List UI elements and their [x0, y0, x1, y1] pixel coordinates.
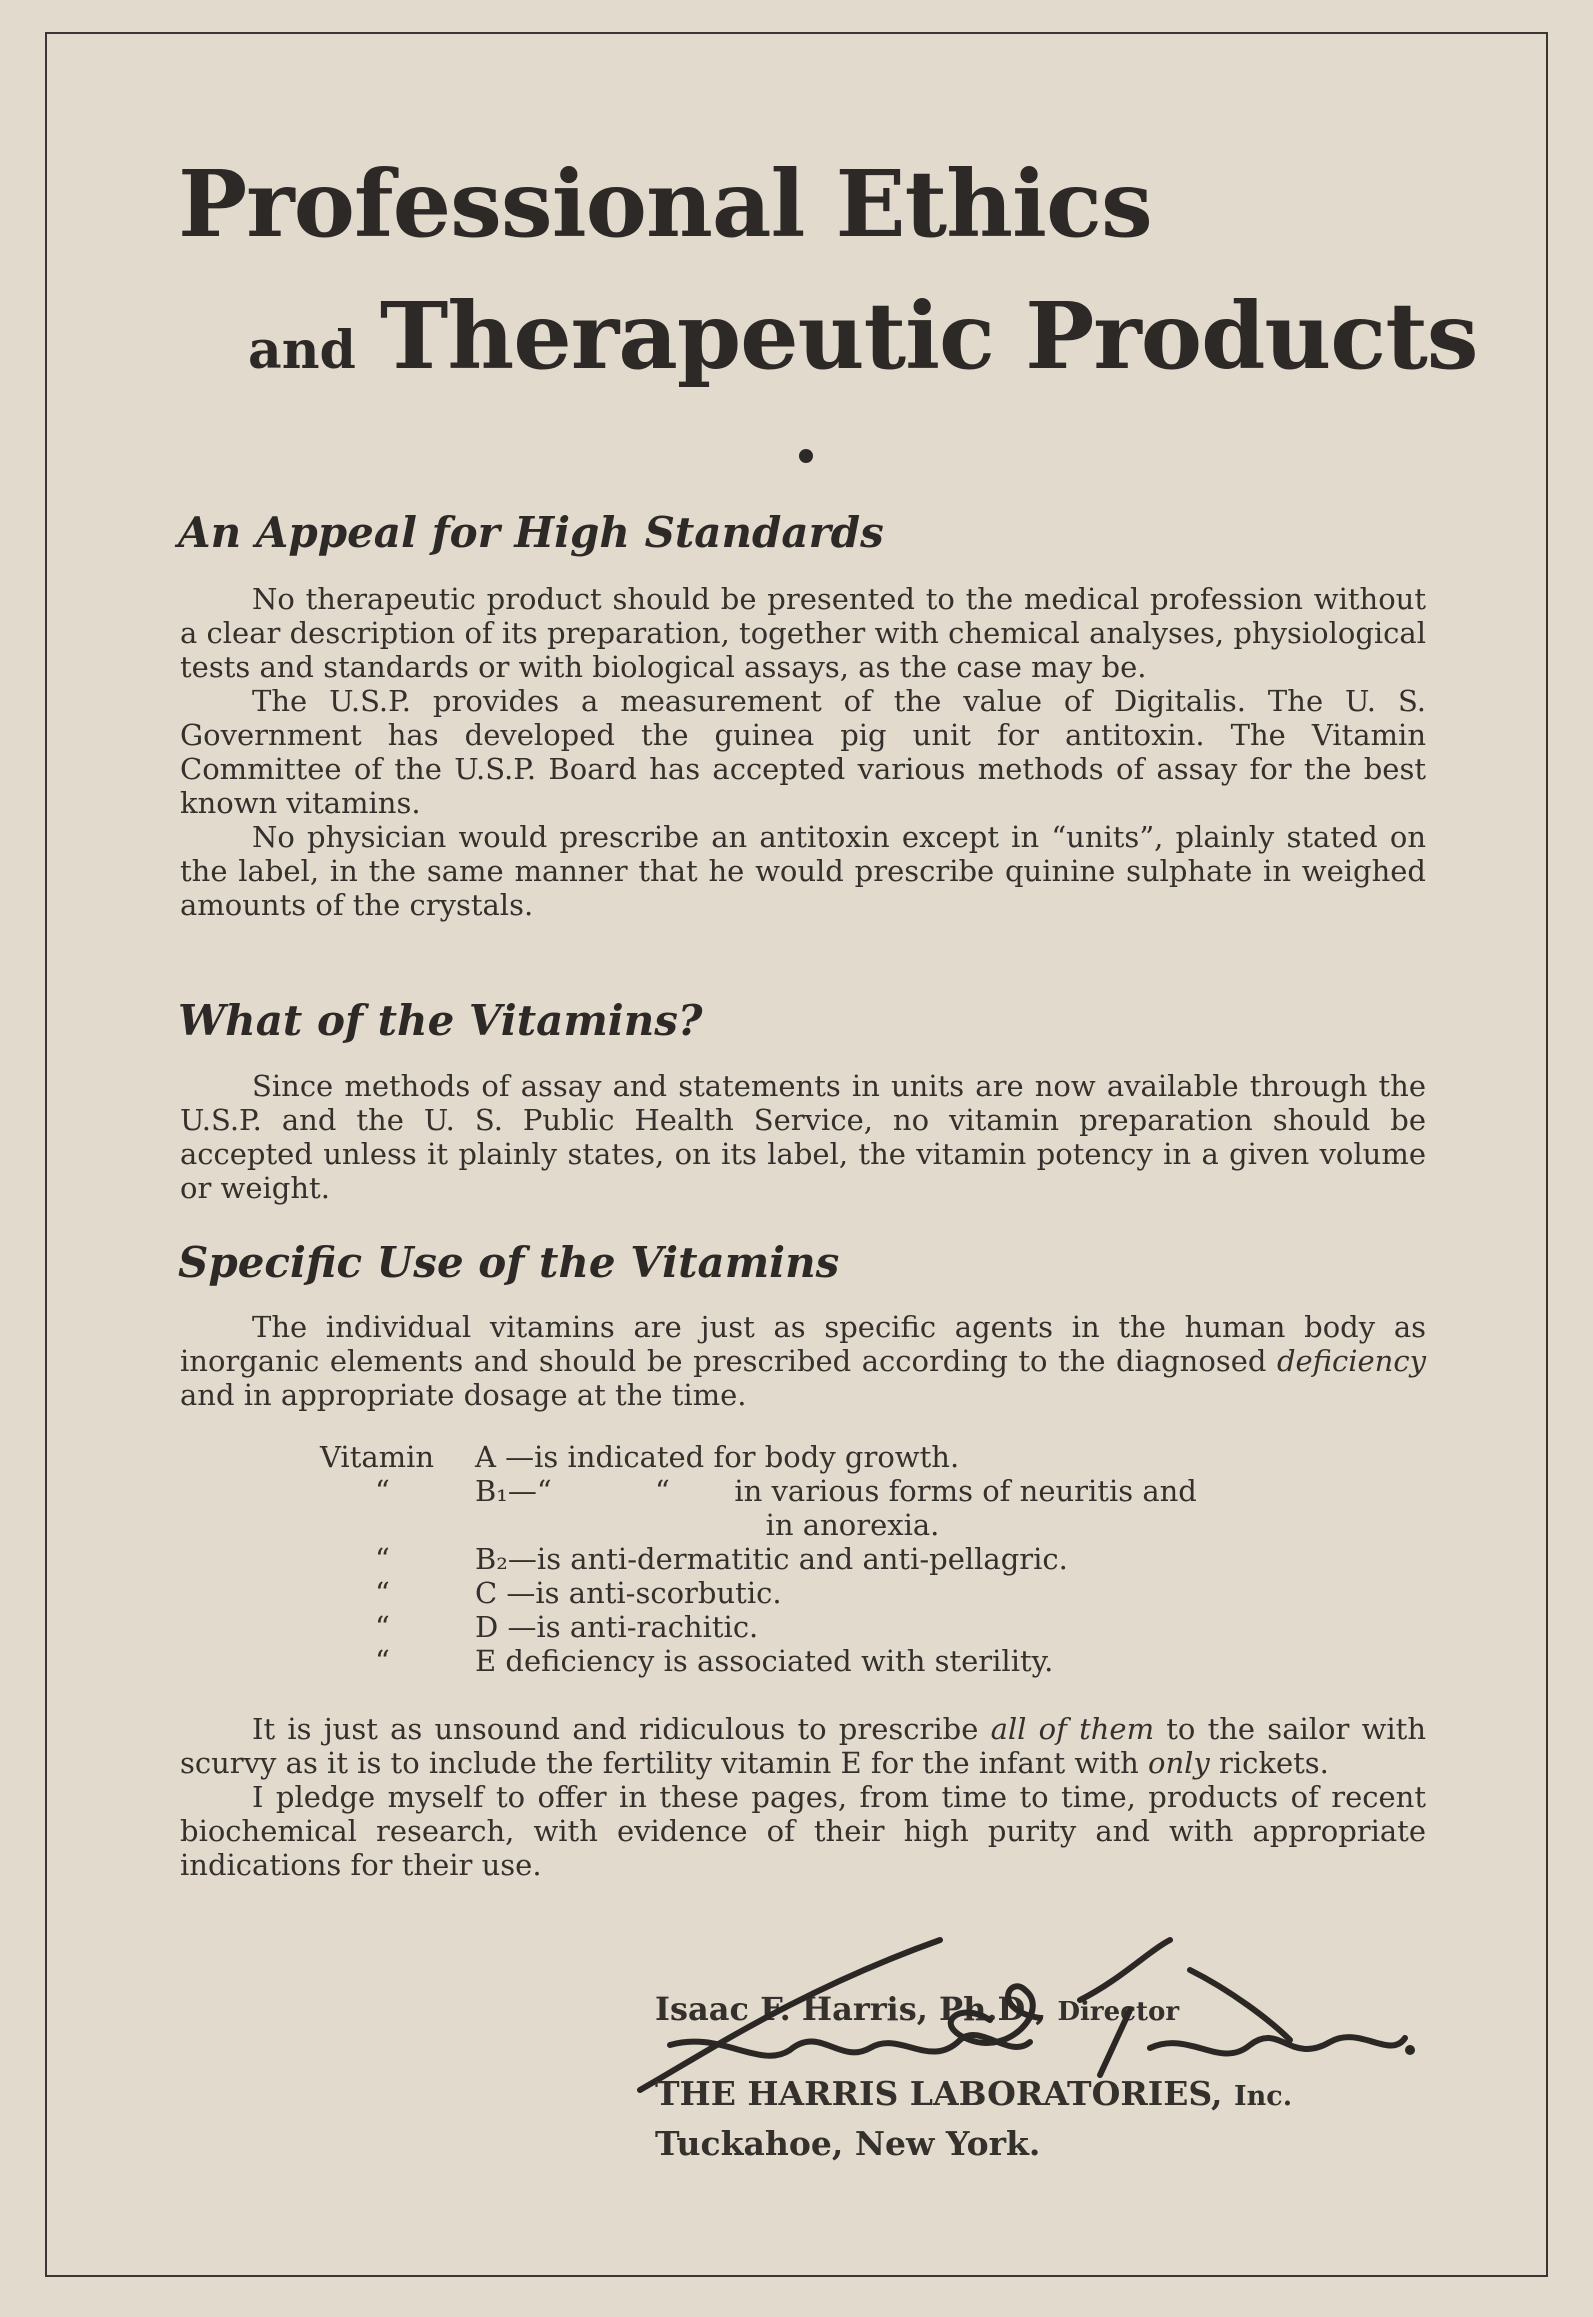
vitamin-list: [320, 1440, 1320, 1678]
title-line-1: Professional Ethics: [178, 150, 1152, 258]
company-suffix: Inc.: [1234, 2081, 1293, 2112]
ditto-mark: “: [375, 1610, 390, 1644]
list-item: [320, 1508, 1320, 1542]
vitamin-label: Vitamin: [320, 1440, 435, 1474]
paragraph: [180, 1310, 1426, 1412]
text-run: It is just as unsound and ridiculous to prescribe: [252, 1712, 991, 1746]
text-emphasis: all of them: [990, 1712, 1155, 1746]
vitamin-text: B₂—is anti-dermatitic and anti-pellagric.: [475, 1542, 1068, 1576]
title-therapeutic-products: Therapeutic Products: [379, 282, 1478, 390]
section-appeal-body: [180, 582, 1426, 922]
list-item: [320, 1542, 1320, 1576]
signatory-title: Director: [1057, 1997, 1180, 2027]
ditto-mark: “: [375, 1644, 390, 1678]
text-run: The individual vitamins are just as specific agents in the human body as inorganic elements and should be prescribed according to the diagnosed: [180, 1310, 1426, 1378]
vitamin-text: E deficiency is associated with sterility.: [475, 1644, 1054, 1678]
heading-appeal: An Appeal for High Standards: [178, 508, 884, 557]
text-emphasis: only: [1148, 1746, 1210, 1780]
list-item: [320, 1610, 1320, 1644]
paragraph: Since methods of assay and statements in units are now available through the U.S.P. and the U. S. Public Health Service, no vitamin preparation should be accepted unless it plainly states, on its label, the vitamin potency in a given volume or weight.: [180, 1069, 1426, 1205]
paragraph: [180, 1712, 1426, 1780]
ditto-mark: “: [375, 1542, 390, 1576]
title-line-2: [248, 282, 1478, 390]
company-name-text: THE HARRIS LABORATORIES,: [655, 2074, 1234, 2113]
list-item: [320, 1474, 1320, 1508]
vitamin-text: A —is indicated for body growth.: [475, 1440, 960, 1474]
paragraph: The U.S.P. provides a measurement of the value of Digitalis. The U. S. Government has developed the guinea pig unit for antitoxin. The Vitamin Committee of the U.S.P. Board has accepted various methods of assay for the best known vitamins.: [180, 684, 1426, 820]
vitamin-text-cont: in anorexia.: [655, 1508, 940, 1542]
ditto-mark: “: [375, 1576, 390, 1610]
vitamin-text-cont: “ in various forms of neuritis and: [655, 1474, 1197, 1508]
section-vitamins-body: [180, 1069, 1426, 1205]
text-run: to the sailor with scurvy as it is to include the fertility vitamin E for the infant with: [180, 1712, 1426, 1780]
paragraph: I pledge myself to offer in these pages, from time to time, products of recent biochemical research, with evidence of their high purity and with appropriate indications for their use.: [180, 1780, 1426, 1882]
signatory-name-text: Isaac F. Harris, Ph.D.,: [655, 1990, 1058, 2028]
heading-vitamins: What of the Vitamins?: [178, 996, 703, 1045]
company-city: Tuckahoe, New York.: [655, 2124, 1041, 2163]
list-item: [320, 1440, 1320, 1474]
section-specific-body: [180, 1310, 1426, 1412]
title-and: and: [248, 320, 356, 381]
text-run: and in appropriate dosage at the time.: [180, 1378, 747, 1412]
paragraph: No therapeutic product should be presented to the medical profession without a clear description of its preparation, together with chemical analyses, physiological tests and standards or with biological assays, as the case may be.: [180, 582, 1426, 684]
vitamin-text: D —is anti-rachitic.: [475, 1610, 759, 1644]
ditto-mark: “: [375, 1474, 390, 1508]
text-emphasis: deficiency: [1276, 1344, 1426, 1378]
closing-body: [180, 1712, 1426, 1882]
bullet-divider: [799, 449, 813, 463]
list-item: [320, 1576, 1320, 1610]
heading-specific-use: Specific Use of the Vitamins: [178, 1238, 840, 1287]
vitamin-text: C —is anti-scorbutic.: [475, 1576, 782, 1610]
company-name: [655, 2074, 1292, 2113]
list-item: [320, 1644, 1320, 1678]
text-run: rickets.: [1209, 1746, 1329, 1780]
vitamin-text: B₁—“: [475, 1474, 552, 1508]
paragraph: No physician would prescribe an antitoxin except in “units”, plainly stated on the label, in the same manner that he would prescribe quinine sulphate in weighed amounts of the crystals.: [180, 820, 1426, 922]
